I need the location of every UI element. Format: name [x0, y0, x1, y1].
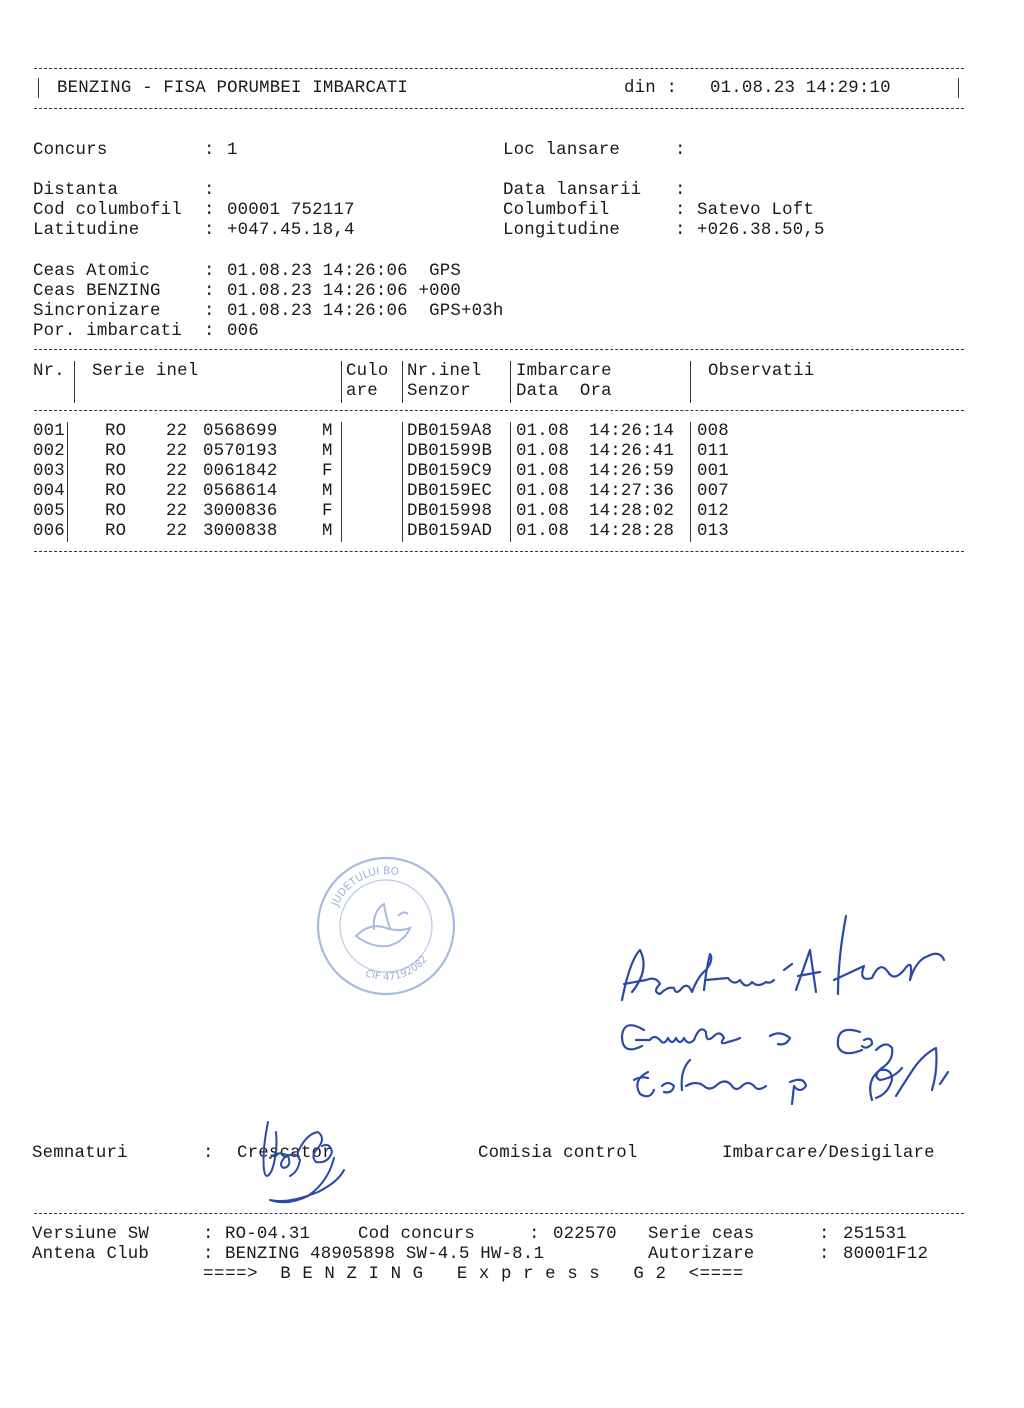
por-imbarcati-label: Por. imbarcati: [33, 322, 182, 341]
row-country: RO: [105, 522, 127, 541]
ceas-benzing-value: 01.08.23 14:26:06 +000: [227, 282, 461, 301]
colon: :: [203, 1144, 214, 1163]
col-header-senzor: Senzor: [407, 382, 471, 401]
cod-columbofil-label: Cod columbofil: [33, 201, 182, 220]
col-header-nr-inel: Nr.inel: [407, 362, 482, 381]
ceas-atomic-value: 01.08.23 14:26:06 GPS: [227, 262, 461, 281]
column-divider: [690, 361, 691, 403]
row-year: 22: [166, 462, 188, 481]
colon: :: [204, 221, 215, 240]
row-obs: 001: [697, 462, 729, 481]
document-title: BENZING - FISA PORUMBEI IMBARCATI: [57, 79, 408, 98]
imbarcare-desigilare-label: Imbarcare/Desigilare: [722, 1144, 935, 1163]
row-country: RO: [105, 462, 127, 481]
sincronizare-value: 01.08.23 14:26:06 GPS+03h: [227, 302, 504, 321]
sincronizare-label: Sincronizare: [33, 302, 161, 321]
separator-line: [34, 410, 964, 411]
stamp-top-text: JUDETULUI BO: [329, 864, 400, 909]
row-country: RO: [105, 482, 127, 501]
row-obs: 013: [697, 522, 729, 541]
latitudine-label: Latitudine: [33, 221, 140, 240]
row-time: 14:27:36: [589, 482, 675, 501]
concurs-label: Concurs: [33, 141, 108, 160]
column-divider: [341, 361, 342, 403]
row-sensor: DB0159C9: [407, 462, 493, 481]
separator-line: [34, 108, 964, 109]
row-sex: F: [322, 502, 333, 521]
colon: :: [203, 1245, 214, 1264]
row-date: 01.08: [516, 462, 570, 481]
colon: :: [204, 282, 215, 301]
colon: :: [675, 141, 686, 160]
row-sex: M: [322, 442, 333, 461]
column-divider: [67, 422, 68, 542]
col-header-data-ora: Data Ora: [516, 382, 612, 401]
colon: :: [204, 181, 215, 200]
row-date: 01.08: [516, 502, 570, 521]
row-sex: M: [322, 482, 333, 501]
separator-line: [34, 68, 964, 69]
data-lansarii-label: Data lansarii: [503, 181, 642, 200]
por-imbarcati-value: 006: [227, 322, 259, 341]
row-time: 14:26:41: [589, 442, 675, 461]
concurs-value: 1: [227, 141, 238, 160]
columbofil-label: Columbofil: [503, 201, 610, 220]
row-date: 01.08: [516, 422, 570, 441]
row-obs: 011: [697, 442, 729, 461]
header-right-bar: [958, 78, 959, 98]
row-time: 14:26:59: [589, 462, 675, 481]
row-time: 14:28:02: [589, 502, 675, 521]
antena-club-label: Antena Club: [32, 1245, 149, 1264]
row-obs: 008: [697, 422, 729, 441]
colon: :: [204, 201, 215, 220]
print-datetime: 01.08.23 14:29:10: [710, 79, 891, 98]
cod-concurs-label: Cod concurs: [358, 1225, 475, 1244]
autorizare-value: 80001F12: [843, 1245, 929, 1264]
column-divider: [341, 422, 342, 542]
distanta-label: Distanta: [33, 181, 119, 200]
row-nr: 005: [33, 502, 65, 521]
row-ring: 0570193: [203, 442, 278, 461]
versiune-sw-label: Versiune SW: [32, 1225, 149, 1244]
row-ring: 0061842: [203, 462, 278, 481]
row-sex: M: [322, 422, 333, 441]
row-obs: 007: [697, 482, 729, 501]
row-year: 22: [166, 522, 188, 541]
commission-signatures: [610, 900, 990, 1140]
row-date: 01.08: [516, 482, 570, 501]
row-sex: F: [322, 462, 333, 481]
din-label: din :: [624, 79, 678, 98]
row-sex: M: [322, 522, 333, 541]
column-divider: [402, 361, 403, 403]
colon: :: [529, 1225, 540, 1244]
column-divider: [690, 422, 691, 542]
separator-line: [34, 551, 964, 552]
colon: :: [204, 141, 215, 160]
comisia-control-label: Comisia control: [478, 1144, 638, 1163]
row-year: 22: [166, 422, 188, 441]
row-year: 22: [166, 482, 188, 501]
col-header-observatii: Observatii: [708, 362, 815, 381]
row-country: RO: [105, 422, 127, 441]
col-header-culoare-2: are: [346, 382, 378, 401]
columbofil-value: Satevo Loft: [697, 201, 814, 220]
col-header-imbarcare: Imbarcare: [516, 362, 612, 381]
loc-lansare-label: Loc lansare: [503, 141, 620, 160]
colon: :: [675, 221, 686, 240]
row-sensor: DB015998: [407, 502, 493, 521]
colon: :: [819, 1225, 830, 1244]
benzing-express-banner: ====> B E N Z I N G E x p r e s s G 2 <====: [203, 1265, 744, 1284]
row-nr: 002: [33, 442, 65, 461]
row-obs: 012: [697, 502, 729, 521]
col-header-nr: Nr.: [33, 362, 65, 381]
row-country: RO: [105, 502, 127, 521]
club-stamp-seal: [312, 852, 460, 1000]
row-nr: 003: [33, 462, 65, 481]
dove-icon: [356, 904, 410, 946]
antena-club-value: BENZING 48905898 SW-4.5 HW-8.1: [225, 1245, 545, 1264]
row-nr: 006: [33, 522, 65, 541]
row-sensor: DB0159AD: [407, 522, 493, 541]
colon: :: [204, 322, 215, 341]
latitudine-value: +047.45.18,4: [227, 221, 355, 240]
longitudine-label: Longitudine: [503, 221, 620, 240]
col-header-culoare: Culo: [346, 362, 389, 381]
row-date: 01.08: [516, 442, 570, 461]
row-nr: 001: [33, 422, 65, 441]
versiune-sw-value: RO-04.31: [225, 1225, 311, 1244]
ceas-atomic-label: Ceas Atomic: [33, 262, 150, 281]
row-sensor: DB01599B: [407, 442, 493, 461]
row-ring: 3000838: [203, 522, 278, 541]
cod-concurs-value: 022570: [553, 1225, 617, 1244]
colon: :: [675, 201, 686, 220]
row-year: 22: [166, 502, 188, 521]
row-time: 14:26:14: [589, 422, 675, 441]
column-divider: [510, 422, 511, 542]
column-divider: [402, 422, 403, 542]
row-date: 01.08: [516, 522, 570, 541]
crescator-label: Crescator: [237, 1144, 333, 1163]
row-sensor: DB0159A8: [407, 422, 493, 441]
column-divider: [74, 361, 75, 403]
autorizare-label: Autorizare: [648, 1245, 755, 1264]
row-year: 22: [166, 442, 188, 461]
separator-line: [34, 349, 964, 350]
longitudine-value: +026.38.50,5: [697, 221, 825, 240]
serie-ceas-label: Serie ceas: [648, 1225, 755, 1244]
svg-text:JUDETULUI BO: [329, 865, 400, 909]
row-sensor: DB0159EC: [407, 482, 493, 501]
svg-text:CIF 47192082: [364, 954, 430, 983]
colon: :: [204, 302, 215, 321]
separator-line: [34, 1213, 964, 1214]
serie-ceas-value: 251531: [843, 1225, 907, 1244]
ceas-benzing-label: Ceas BENZING: [33, 282, 161, 301]
header-left-bar: [38, 78, 39, 98]
column-divider: [510, 361, 511, 403]
breeder-signature: [248, 1112, 358, 1212]
semnaturi-label: Semnaturi: [32, 1144, 128, 1163]
row-ring: 3000836: [203, 502, 278, 521]
row-nr: 004: [33, 482, 65, 501]
colon: :: [203, 1225, 214, 1244]
cod-columbofil-value: 00001 752117: [227, 201, 355, 220]
colon: :: [675, 181, 686, 200]
stamp-bottom-text: CIF 47192082: [363, 953, 430, 984]
colon: :: [204, 262, 215, 281]
row-ring: 0568614: [203, 482, 278, 501]
col-header-serie-inel: Serie inel: [92, 362, 199, 381]
row-country: RO: [105, 442, 127, 461]
colon: :: [819, 1245, 830, 1264]
row-ring: 0568699: [203, 422, 278, 441]
row-time: 14:28:28: [589, 522, 675, 541]
